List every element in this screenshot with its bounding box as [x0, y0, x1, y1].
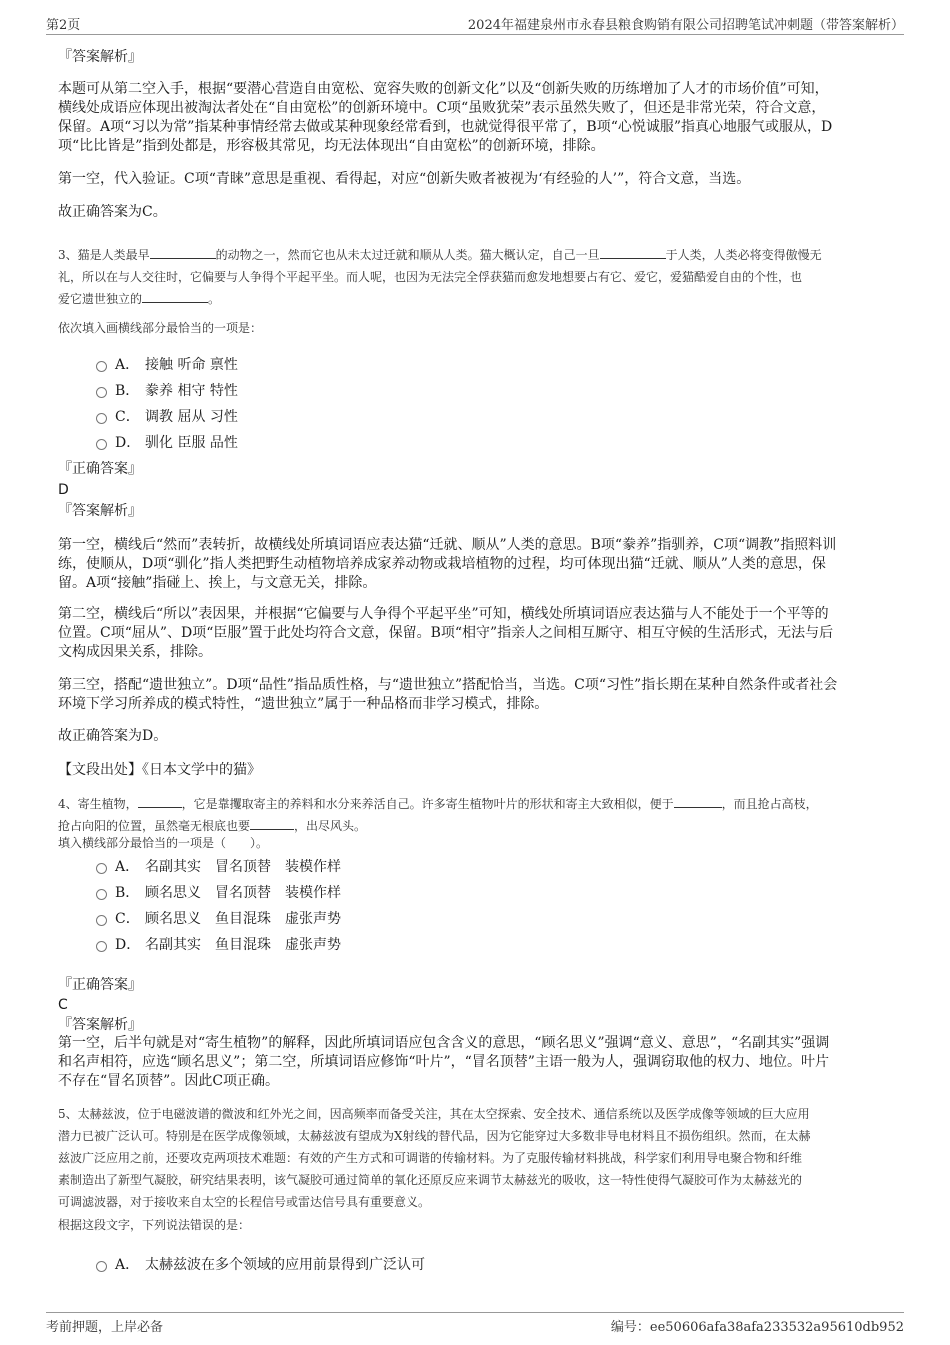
document-id: 编号：ee50606afa38afa233532a95610db952 [610, 1320, 904, 1335]
text-line: 环境下学习所养成的模式特性，“遗世独立”属于一种品格而非学习模式，排除。 [58, 696, 549, 712]
q3-option-c[interactable]: C． 调教 屈从 习性 [96, 408, 238, 426]
q4-option-d[interactable]: D． 名副其实 鱼目混珠 虚张声势 [96, 936, 355, 954]
q5-option-a[interactable]: A． 太赫兹波在多个领域的应用前景得到广泛认可 [96, 1256, 425, 1274]
radio-icon[interactable] [96, 941, 107, 952]
q5-prompt: 根据这段文字，下列说法错误的是： [58, 1218, 251, 1232]
page-number: 第2页 [46, 18, 81, 33]
text-line: 项“比比皆是”指到处都是，形容极其常见，均无法体现出“自由宽松”的创新环境，排除。 [58, 138, 605, 154]
text-line: 礼，所以在与人交往时，它偏要与人争得个平起平坐。而人呢，也因为无法完全俘获猫而愈发地想要占有它、爱它，爱猫酷爱自由的个性，也 [58, 270, 803, 284]
radio-icon[interactable] [96, 413, 107, 424]
radio-icon[interactable] [96, 863, 107, 874]
text-line: 位置。C项“屈从”、D项“臣服”置于此处均符合文意，保留。B项“相守”指亲人之间相互厮守、相互守候的生活形式，无法与后 [58, 625, 834, 641]
q3-prompt: 依次填入画横线部分最恰当的一项是： [58, 321, 263, 335]
radio-icon[interactable] [96, 439, 107, 450]
radio-icon[interactable] [96, 1261, 107, 1272]
q4-answer-label: 『正确答案』 [58, 977, 142, 993]
text-line: 练，使顺从，D项“驯化”指人类把野生动植物培养成家养动物或栽培植物的过程，均可体现出猫“迁就、顺从”人类的意思，保 [58, 556, 826, 572]
text-line: 3、猫是人类最早 的动物之一，然而它也从未太过迁就和顺从人类。猫大概认定，自己一旦 于人类，人类必将变得傲慢无 [58, 244, 892, 266]
text-line: 兹波广泛应用之前，还要攻克两项技术难题：有效的产生方式和可调谐的传输材料。为了克服传输材料挑战，科学家们利用导电聚合物和纤维 [58, 1151, 803, 1165]
text-line: 第三空，搭配“遗世独立”。D项“品性”指品质性格，与“遗世独立”搭配恰当，当选。C项“习性”指长期在某种自然条件或者社会 [58, 677, 838, 693]
q3-analysis-paragraph-3 [58, 676, 892, 714]
text-line: 第一空，横线后“然而”表转折，故横线处所填词语应表达猫“迁就、顺从”人类的意思。B项“豢养”指驯养，C项“调教”指照料训 [58, 537, 837, 553]
text-line: 保留。A项“习以为常”指某种事情经常去做或某种现象经常看到，也就觉得很平常了，B项“心悦诚服”指真心地服气或服从，D [58, 119, 833, 135]
q3-option-b[interactable]: B． 豢养 相守 特性 [96, 382, 238, 400]
q4-option-c[interactable]: C． 顾名思义 鱼目混珠 虚张声势 [96, 910, 355, 928]
radio-icon[interactable] [96, 889, 107, 900]
q2-analysis-paragraph-2: 第一空，代入验证。C项“青睐”意思是重视、看得起，对应“创新失败者被视为‘有经验的人’”，符合文意，当选。 [58, 171, 751, 187]
q3-analysis-label: 『答案解析』 [58, 503, 142, 519]
q5-stem [58, 1103, 892, 1213]
text-line: 5、太赫兹波，位于电磁波谱的微波和红外光之间，因高频率而备受关注，其在太空探索、安全技术、通信系统以及医学成像等领域的巨大应用 [58, 1107, 810, 1121]
text-line: 素制造出了新型气凝胶，研究结果表明，该气凝胶可通过简单的氧化还原反应来调节太赫兹光的吸收，这一特性使得气凝胶可作为太赫兹光的 [58, 1173, 803, 1187]
fill-blank [142, 289, 208, 303]
radio-icon[interactable] [96, 361, 107, 372]
fill-blank [138, 794, 182, 808]
q4-option-b[interactable]: B． 顾名思义 冒名顶替 装模作样 [96, 884, 355, 902]
q2-analysis-paragraph-1 [58, 80, 892, 156]
text-line: 爱它遗世独立的 。 [58, 288, 892, 310]
q3-answer-label: 『正确答案』 [58, 461, 142, 477]
q3-answer-value: D [58, 482, 69, 498]
q3-stem [58, 244, 892, 310]
page-footer [46, 1312, 904, 1333]
radio-icon[interactable] [96, 387, 107, 398]
fill-blank [250, 816, 294, 830]
q3-source: 【文段出处】《日本文学中的猫》 [58, 762, 261, 778]
q2-analysis-label: 『答案解析』 [58, 49, 142, 65]
text-line: 可调滤波器，对于接收来自太空的长程信号或雷达信号具有重要意义。 [58, 1195, 431, 1209]
text-line: 4、寄生植物， ，它是靠攫取寄主的养料和水分来养活自己。许多寄生植物叶片的形状和寄主大致相似，便于 ，而且抢占高枝， [58, 793, 892, 815]
text-line: 不存在“冒名顶替”。因此C项正确。 [58, 1073, 280, 1089]
radio-icon[interactable] [96, 915, 107, 926]
q4-analysis-paragraph [58, 1034, 892, 1091]
footer-slogan: 考前押题，上岸必备 [46, 1320, 164, 1335]
q3-analysis-paragraph-1 [58, 536, 892, 593]
q3-option-a[interactable]: A． 接触 听命 禀性 [96, 356, 238, 374]
text-line: 抢占向阳的位置，虽然毫无根底也要 ，出尽风头。 [58, 815, 892, 837]
text-line: 潜力已被广泛认可。特别是在医学成像领域，太赫兹波有望成为X射线的替代品，因为它能穿过大多数非导电材料且不损伤组织。然而，在太赫 [58, 1129, 811, 1143]
fill-blank [150, 245, 216, 259]
text-line: 第一空，后半句就是对“寄生植物”的解释，因此所填词语应包含含义的意思，“顾名思义”强调“意义、意思”，“名副其实”强调 [58, 1035, 830, 1051]
text-line: 本题可从第二空入手，根据“要潜心营造自由宽松、宽容失败的创新文化”以及“创新失败的历练增加了人才的市场价值”可知， [58, 81, 829, 97]
q4-option-a[interactable]: A． 名副其实 冒名顶替 装模作样 [96, 858, 355, 876]
q2-conclusion: 故正确答案为C。 [58, 204, 167, 220]
q4-answer-value: C [58, 997, 68, 1013]
q3-analysis-paragraph-2 [58, 605, 892, 662]
fill-blank [600, 245, 666, 259]
page-header [46, 14, 904, 35]
q4-analysis-label: 『答案解析』 [58, 1017, 142, 1033]
text-line: 留。A项“接触”指碰上、挨上，与文意无关，排除。 [58, 575, 377, 591]
text-line: 和名声相符，应选“顾名思义”；第二空，所填词语应修饰“叶片”，“冒名顶替”主语一般为人，强调窃取他的权力、地位。叶片 [58, 1054, 829, 1070]
text-line: 横线处成语应体现出被淘汰者处在“自由宽松”的创新环境中。C项“虽败犹荣”表示虽然失败了，但还是非常光荣，符合文意， [58, 100, 826, 116]
q4-prompt: 填入横线部分最恰当的一项是（ ）。 [58, 836, 269, 850]
q3-conclusion: 故正确答案为D。 [58, 728, 168, 744]
text-line: 文构成因果关系，排除。 [58, 644, 212, 660]
fill-blank [674, 794, 722, 808]
document-title: 2024年福建泉州市永春县粮食购销有限公司招聘笔试冲刺题（带答案解析） [467, 18, 904, 33]
q4-stem [58, 793, 892, 837]
text-line: 第二空，横线后“所以”表因果，并根据“它偏要与人争得个平起平坐”可知，横线处所填词语应表达猫与人不能处于一个平等的 [58, 606, 829, 622]
q3-option-d[interactable]: D． 驯化 臣服 品性 [96, 434, 238, 452]
